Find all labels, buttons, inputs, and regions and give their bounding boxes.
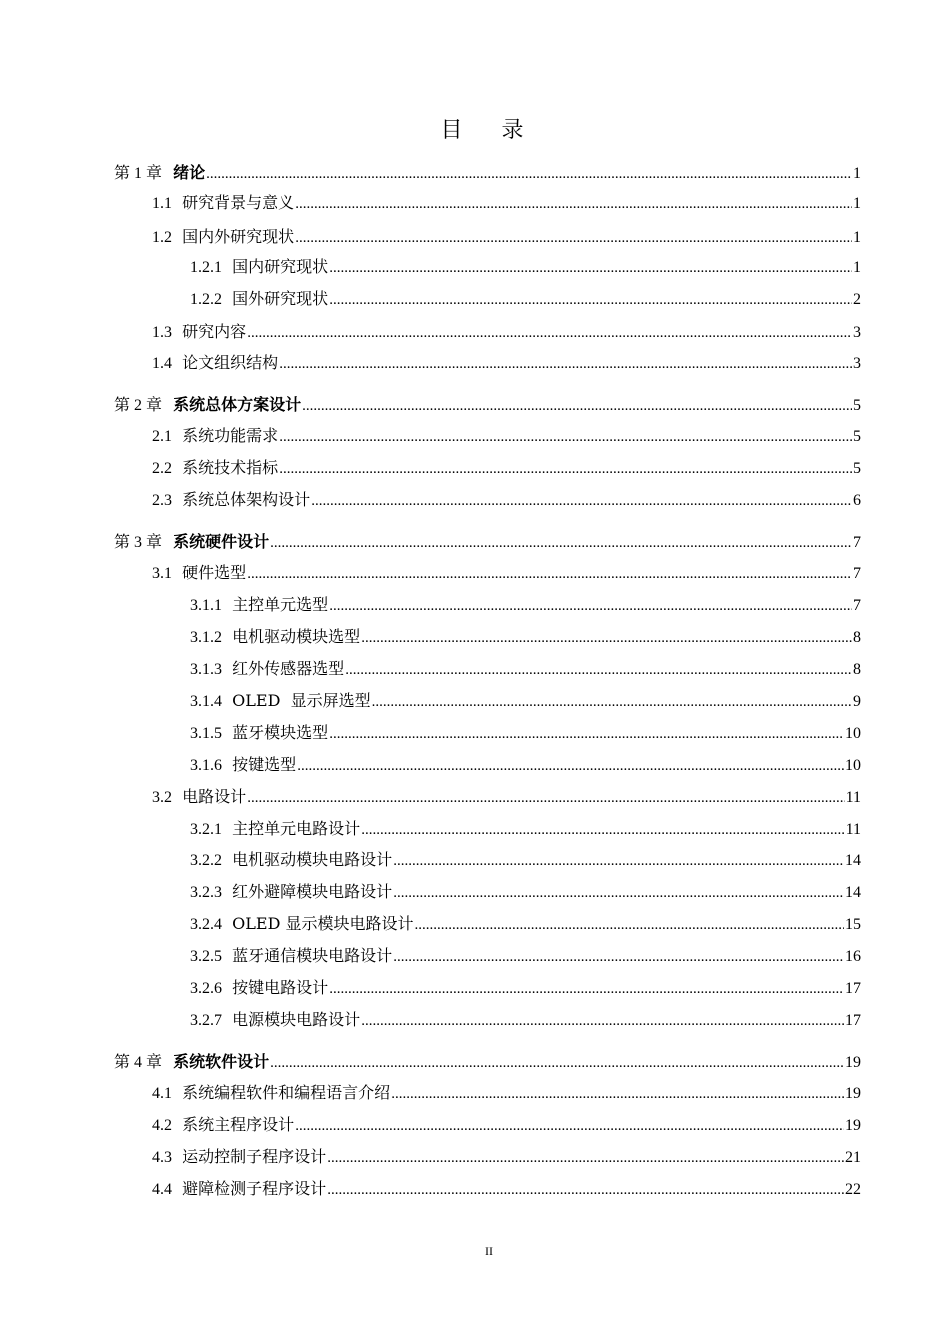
toc-entry-spacer	[172, 1082, 182, 1104]
toc-section-entry	[152, 321, 861, 343]
toc-entry-page: 19	[845, 1085, 861, 1102]
toc-section-entry	[190, 818, 861, 840]
toc-entry-page: 3	[853, 324, 861, 341]
toc-entry-title: 电路设计	[182, 787, 247, 806]
toc-entry-page: 22	[845, 1181, 861, 1198]
toc-section-entry	[190, 658, 861, 680]
toc-dot-leader	[279, 426, 852, 448]
toc-entry-page: 3	[853, 355, 861, 372]
toc-entry-spacer	[172, 1114, 182, 1136]
toc-dot-leader	[327, 1147, 844, 1169]
page-number-footer: II	[485, 1244, 493, 1258]
toc-entry-title: 国外研究现状	[232, 289, 329, 308]
toc-section-entry	[190, 722, 861, 744]
toc-entry-page: 11	[845, 789, 861, 806]
toc-entry-number: 4.4	[152, 1181, 172, 1198]
toc-entry-spacer	[172, 562, 182, 584]
toc-dot-leader	[393, 882, 844, 904]
toc-dot-leader	[270, 1052, 844, 1074]
toc-dot-leader	[329, 723, 844, 745]
toc-section-entry	[152, 489, 861, 511]
toc-dot-leader	[361, 627, 852, 649]
toc-section-entry	[190, 626, 861, 648]
toc-entry-title: 红外避障模块电路设计	[232, 882, 393, 901]
toc-entry-number: 第 3 章	[114, 534, 163, 551]
toc-entry-number: 1.2	[152, 229, 172, 246]
toc-entry-title: 蓝牙模块选型	[232, 723, 329, 742]
toc-entry-spacer	[222, 913, 232, 935]
toc-section-entry	[152, 562, 861, 584]
toc-entry-page: 19	[845, 1054, 861, 1071]
toc-dot-leader	[295, 227, 852, 249]
toc-entry-page: 9	[853, 693, 861, 710]
toc-entry-number: 3.1.4	[190, 693, 222, 710]
toc-dot-leader	[270, 532, 852, 554]
toc-dot-leader	[329, 595, 852, 617]
toc-entry-number: 4.2	[152, 1117, 172, 1134]
toc-entry-title: 主控单元电路设计	[232, 819, 361, 838]
toc-section-entry	[152, 1082, 861, 1104]
toc-entry-title: 研究背景与意义	[182, 193, 295, 212]
toc-entry-spacer	[162, 394, 173, 416]
toc-dot-leader	[295, 193, 852, 215]
toc-entry-page: 8	[853, 629, 861, 646]
toc-entry-number: 3.2.1	[190, 821, 222, 838]
toc-entry-page: 8	[853, 661, 861, 678]
toc-entry-spacer	[222, 977, 232, 999]
toc-entry-title: OLED 显示屏选型	[232, 691, 371, 710]
toc-chapter-entry	[114, 394, 861, 416]
toc-entry-number: 3.2.5	[190, 948, 222, 965]
toc-dot-leader	[361, 1010, 844, 1032]
toc-entry-number: 3.1.5	[190, 725, 222, 742]
toc-entry-spacer	[172, 786, 182, 808]
toc-entry-number: 2.1	[152, 428, 172, 445]
toc-entry-page: 5	[853, 397, 861, 414]
toc-dot-leader	[329, 978, 844, 1000]
toc-entry-number: 4.3	[152, 1149, 172, 1166]
toc-entry-number: 2.3	[152, 492, 172, 509]
toc-entry-page: 14	[845, 852, 861, 869]
toc-entry-title: 国内研究现状	[232, 257, 329, 276]
toc-entry-title: 研究内容	[182, 322, 247, 341]
toc-section-entry	[190, 256, 861, 278]
toc-section-entry	[190, 913, 861, 935]
page-title: 目 录	[440, 118, 540, 143]
toc-entry-number: 3.1.2	[190, 629, 222, 646]
toc-entry-spacer	[222, 881, 232, 903]
toc-entry-page: 21	[845, 1149, 861, 1166]
toc-entry-title: OLED 显示模块电路设计	[232, 914, 414, 933]
toc-entry-page: 10	[845, 725, 861, 742]
toc-entry-page: 2	[853, 291, 861, 308]
toc-entry-page: 7	[853, 565, 861, 582]
toc-entry-page: 1	[853, 259, 861, 276]
toc-dot-leader	[345, 659, 852, 681]
toc-entry-title: 按键选型	[232, 755, 297, 774]
toc-entry-page: 17	[845, 980, 861, 997]
toc-entry-spacer	[172, 489, 182, 511]
toc-entry-spacer	[222, 722, 232, 744]
toc-entry-spacer	[162, 531, 173, 553]
toc-entry-page: 17	[845, 1012, 861, 1029]
toc-entry-number: 1.3	[152, 324, 172, 341]
toc-section-entry	[152, 192, 861, 214]
toc-dot-leader	[327, 1179, 844, 1201]
toc-entry-title: 蓝牙通信模块电路设计	[232, 946, 393, 965]
toc-entry-number: 1.2.2	[190, 291, 222, 308]
toc-entry-number: 第 1 章	[114, 165, 163, 182]
toc-entry-number: 第 4 章	[114, 1054, 163, 1071]
toc-entry-page: 16	[845, 948, 861, 965]
toc-entry-spacer	[172, 352, 182, 374]
toc-entry-number: 1.1	[152, 195, 172, 212]
toc-entry-spacer	[222, 658, 232, 680]
toc-entry-number: 3.2	[152, 789, 172, 806]
toc-section-entry	[190, 288, 861, 310]
toc-entry-spacer	[172, 457, 182, 479]
toc-section-entry	[152, 1114, 861, 1136]
toc-section-entry	[152, 352, 861, 374]
toc-entry-number: 3.2.3	[190, 884, 222, 901]
toc-entry-spacer	[172, 226, 182, 248]
toc-section-entry	[152, 1178, 861, 1200]
toc-section-entry	[190, 849, 861, 871]
toc-entry-page: 5	[853, 428, 861, 445]
toc-entry-title: 硬件选型	[182, 563, 247, 582]
toc-entry-title: 系统主程序设计	[182, 1115, 295, 1134]
toc-entry-title: 系统总体架构设计	[182, 490, 311, 509]
toc-entry-number: 3.2.2	[190, 852, 222, 869]
toc-entry-spacer	[172, 1178, 182, 1200]
toc-entry-page: 1	[853, 165, 861, 182]
toc-entry-number: 4.1	[152, 1085, 172, 1102]
toc-section-entry	[190, 1009, 861, 1031]
toc-section-entry	[152, 786, 861, 808]
toc-section-entry	[190, 754, 861, 776]
toc-entry-page: 1	[853, 229, 861, 246]
toc-entry-number: 3.2.4	[190, 916, 222, 933]
toc-entry-page: 5	[853, 460, 861, 477]
toc-entry-spacer	[222, 754, 232, 776]
toc-entry-page: 6	[853, 492, 861, 509]
toc-dot-leader	[279, 458, 852, 480]
toc-entry-spacer	[222, 594, 232, 616]
toc-entry-title: 系统硬件设计	[173, 532, 270, 551]
toc-section-entry	[190, 945, 861, 967]
toc-section-entry	[190, 594, 861, 616]
toc-entry-title: 红外传感器选型	[232, 659, 345, 678]
toc-entry-spacer	[162, 1051, 173, 1073]
toc-entry-page: 14	[845, 884, 861, 901]
toc-chapter-entry	[114, 1051, 861, 1073]
toc-entry-spacer	[222, 626, 232, 648]
toc-section-entry	[152, 1146, 861, 1168]
toc-entry-title: 论文组织结构	[182, 353, 279, 372]
toc-entry-page: 1	[853, 195, 861, 212]
toc-entry-spacer	[172, 321, 182, 343]
toc-entry-number: 1.4	[152, 355, 172, 372]
toc-dot-leader	[297, 755, 844, 777]
toc-entry-number: 1.2.1	[190, 259, 222, 276]
toc-entry-number: 3.1.1	[190, 597, 222, 614]
toc-entry-number: 3.1.3	[190, 661, 222, 678]
toc-dot-leader	[206, 163, 852, 185]
toc-entry-title: 系统软件设计	[173, 1052, 270, 1071]
toc-dot-leader	[295, 1115, 844, 1137]
toc-dot-leader	[393, 946, 844, 968]
toc-entry-title: 电机驱动模块电路设计	[232, 850, 393, 869]
toc-dot-leader	[302, 395, 852, 417]
toc-dot-leader	[415, 914, 844, 936]
toc-entry-page: 19	[845, 1117, 861, 1134]
toc-chapter-entry	[114, 162, 861, 184]
toc-entry-title: 主控单元选型	[232, 595, 329, 614]
toc-dot-leader	[279, 353, 852, 375]
toc-section-entry	[190, 977, 861, 999]
toc-dot-leader	[329, 257, 852, 279]
toc-entry-title: 系统技术指标	[182, 458, 279, 477]
toc-entry-title: 系统功能需求	[182, 426, 279, 445]
toc-entry-spacer	[222, 818, 232, 840]
toc-entry-title: 电机驱动模块选型	[232, 627, 361, 646]
toc-dot-leader	[391, 1083, 844, 1105]
toc-entry-spacer	[172, 425, 182, 447]
toc-entry-spacer	[172, 192, 182, 214]
toc-entry-number: 2.2	[152, 460, 172, 477]
toc-entry-spacer	[222, 690, 232, 712]
toc-entry-number: 3.2.6	[190, 980, 222, 997]
toc-entry-title: 绪论	[173, 163, 206, 182]
toc-entry-title: 避障检测子程序设计	[182, 1179, 327, 1198]
toc-entry-page: 10	[845, 757, 861, 774]
toc-entry-title: 系统总体方案设计	[173, 395, 302, 414]
toc-section-entry	[190, 881, 861, 903]
toc-entry-page: 15	[845, 916, 861, 933]
toc-section-entry	[152, 457, 861, 479]
toc-entry-spacer	[222, 945, 232, 967]
toc-entry-page: 7	[853, 534, 861, 551]
toc-entry-spacer	[162, 162, 173, 184]
toc-entry-spacer	[222, 256, 232, 278]
toc-entry-page: 7	[853, 597, 861, 614]
toc-entry-title: 电源模块电路设计	[232, 1010, 361, 1029]
toc-entry-title: 系统编程软件和编程语言介绍	[182, 1083, 391, 1102]
toc-entry-title: 按键电路设计	[232, 978, 329, 997]
toc-entry-spacer	[222, 849, 232, 871]
toc-entry-number: 3.2.7	[190, 1012, 222, 1029]
toc-dot-leader	[311, 490, 852, 512]
toc-dot-leader	[372, 691, 852, 713]
toc-entry-title: 运动控制子程序设计	[182, 1147, 327, 1166]
toc-entry-title: 国内外研究现状	[182, 227, 295, 246]
toc-entry-number: 3.1.6	[190, 757, 222, 774]
toc-section-entry	[152, 425, 861, 447]
toc-entry-spacer	[172, 1146, 182, 1168]
toc-dot-leader	[247, 787, 844, 809]
toc-section-entry	[190, 690, 861, 712]
toc-section-entry	[152, 226, 861, 248]
toc-chapter-entry	[114, 531, 861, 553]
toc-entry-number: 第 2 章	[114, 397, 163, 414]
toc-entry-spacer	[222, 288, 232, 310]
toc-entry-spacer	[222, 1009, 232, 1031]
toc-entry-page: 11	[845, 821, 861, 838]
toc-dot-leader	[361, 819, 844, 841]
toc-dot-leader	[329, 289, 852, 311]
toc-dot-leader	[393, 850, 844, 872]
toc-entry-number: 3.1	[152, 565, 172, 582]
toc-dot-leader	[247, 563, 852, 585]
toc-dot-leader	[247, 322, 852, 344]
